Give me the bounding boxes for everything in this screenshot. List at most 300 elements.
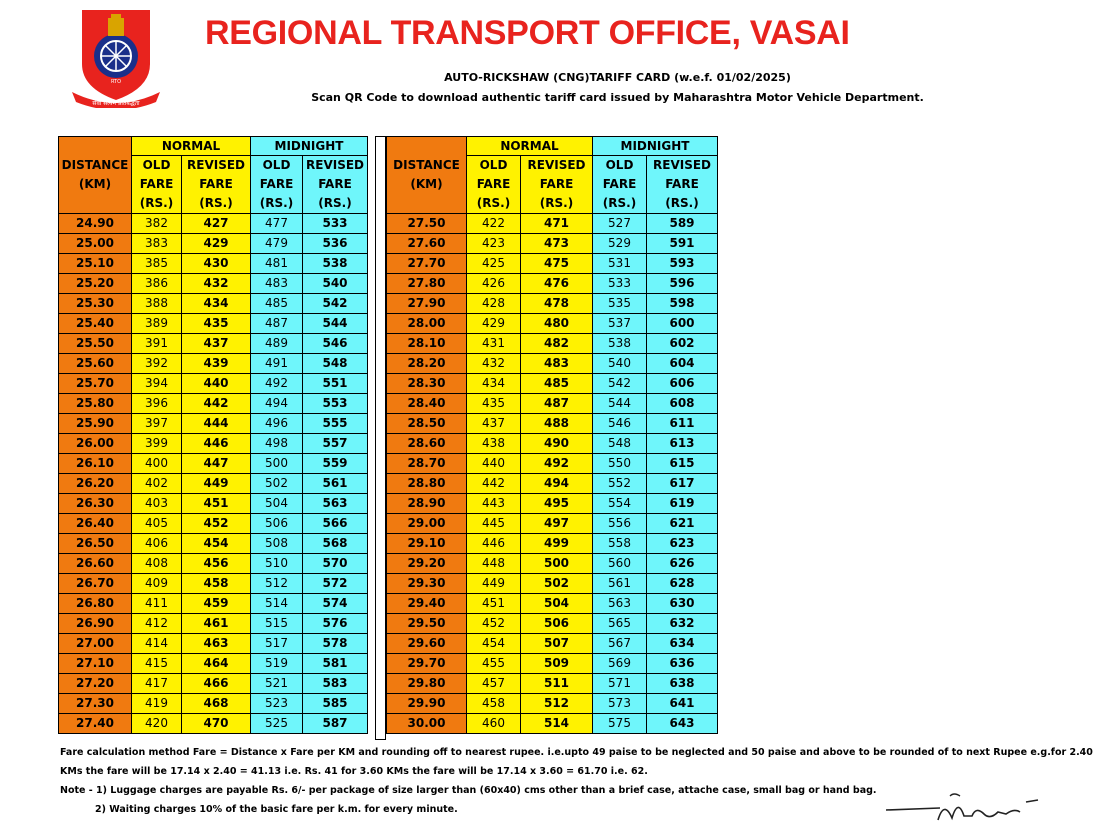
normal-old-fare-cell: 400 xyxy=(132,454,182,474)
normal-old-fare-cell: 458 xyxy=(467,694,521,714)
normal-revised-fare-cell: 478 xyxy=(521,294,593,314)
table-row xyxy=(59,694,368,714)
normal-old-fare-cell: 420 xyxy=(132,714,182,734)
normal-revised-fare-cell: 470 xyxy=(182,714,251,734)
distance-km-cell: 26.50 xyxy=(59,534,132,554)
normal-old-fare-cell: 405 xyxy=(132,514,182,534)
midnight-revised-fare-cell: 621 xyxy=(647,514,718,534)
normal-revised-fare-cell: 435 xyxy=(182,314,251,334)
distance-km-cell: 27.50 xyxy=(387,214,467,234)
normal-revised-fare-cell: 437 xyxy=(182,334,251,354)
normal-revised-fare-cell: 490 xyxy=(521,434,593,454)
fare-rows-left xyxy=(59,214,368,734)
normal-old-fare-cell: 452 xyxy=(467,614,521,634)
midnight-old-fare-cell: 533 xyxy=(593,274,647,294)
midnight-revised-fare-cell: 632 xyxy=(647,614,718,634)
normal-old-fare-cell: 443 xyxy=(467,494,521,514)
distance-km-cell: 28.20 xyxy=(387,354,467,374)
table-row xyxy=(387,654,718,674)
distance-km-cell: 28.40 xyxy=(387,394,467,414)
midnight-old-fare-cell: 546 xyxy=(593,414,647,434)
normal-revised-fare-cell: 471 xyxy=(521,214,593,234)
normal-revised-fare-cell: 439 xyxy=(182,354,251,374)
midnight-old-fare-cell: 523 xyxy=(251,694,303,714)
midnight-old-fare-cell: 508 xyxy=(251,534,303,554)
table-row xyxy=(59,214,368,234)
normal-old-fare-cell: 385 xyxy=(132,254,182,274)
midnight-old-fare-cell: 481 xyxy=(251,254,303,274)
midnight-revised-fare-cell: 619 xyxy=(647,494,718,514)
distance-km-cell: 25.60 xyxy=(59,354,132,374)
distance-km-cell: 29.10 xyxy=(387,534,467,554)
midnight-revised-fare-cell: 570 xyxy=(303,554,368,574)
distance-km-cell: 26.20 xyxy=(59,474,132,494)
normal-header: NORMAL xyxy=(467,137,593,156)
midnight-revised-fare-cell: 555 xyxy=(303,414,368,434)
distance-km-cell: 27.90 xyxy=(387,294,467,314)
midnight-old-fare-header: OLD FARE (RS.) xyxy=(593,156,647,214)
table-row xyxy=(59,514,368,534)
normal-revised-fare-cell: 504 xyxy=(521,594,593,614)
table-row xyxy=(59,294,368,314)
midnight-revised-fare-cell: 638 xyxy=(647,674,718,694)
midnight-old-fare-cell: 487 xyxy=(251,314,303,334)
normal-old-fare-cell: 406 xyxy=(132,534,182,554)
midnight-revised-fare-cell: 585 xyxy=(303,694,368,714)
normal-old-fare-cell: 451 xyxy=(467,594,521,614)
midnight-old-fare-cell: 544 xyxy=(593,394,647,414)
distance-km-cell: 25.10 xyxy=(59,254,132,274)
table-separator xyxy=(375,136,386,740)
distance-km-cell: 26.30 xyxy=(59,494,132,514)
distance-header: DISTANCE (KM) xyxy=(387,137,467,214)
normal-old-fare-cell: 428 xyxy=(467,294,521,314)
midnight-revised-fare-cell: 578 xyxy=(303,634,368,654)
midnight-header: MIDNIGHT xyxy=(251,137,368,156)
distance-km-cell: 29.80 xyxy=(387,674,467,694)
normal-revised-fare-cell: 506 xyxy=(521,614,593,634)
midnight-revised-fare-header: REVISED FARE (RS.) xyxy=(647,156,718,214)
midnight-old-fare-cell: 575 xyxy=(593,714,647,734)
midnight-revised-fare-cell: 544 xyxy=(303,314,368,334)
luggage-note: Note - 1) Luggage charges are payable Rs. 6/- per package of size larger than (60x40) cms other than a brief case, attache case, small bag or hand bag. xyxy=(60,785,877,796)
midnight-revised-fare-cell: 581 xyxy=(303,654,368,674)
distance-km-cell: 27.70 xyxy=(387,254,467,274)
fare-table-left xyxy=(58,136,368,734)
normal-old-fare-cell: 389 xyxy=(132,314,182,334)
normal-old-fare-cell: 403 xyxy=(132,494,182,514)
normal-revised-fare-cell: 502 xyxy=(521,574,593,594)
table-row xyxy=(59,314,368,334)
normal-revised-fare-cell: 458 xyxy=(182,574,251,594)
normal-revised-fare-header: REVISED FARE (RS.) xyxy=(182,156,251,214)
normal-revised-fare-cell: 500 xyxy=(521,554,593,574)
table-row xyxy=(387,274,718,294)
table-row xyxy=(387,494,718,514)
midnight-revised-fare-cell: 589 xyxy=(647,214,718,234)
table-row xyxy=(387,394,718,414)
midnight-revised-fare-cell: 546 xyxy=(303,334,368,354)
normal-old-fare-cell: 432 xyxy=(467,354,521,374)
normal-old-fare-cell: 383 xyxy=(132,234,182,254)
midnight-revised-fare-cell: 634 xyxy=(647,634,718,654)
midnight-revised-fare-cell: 602 xyxy=(647,334,718,354)
midnight-revised-fare-cell: 561 xyxy=(303,474,368,494)
midnight-old-fare-cell: 502 xyxy=(251,474,303,494)
distance-km-cell: 26.70 xyxy=(59,574,132,594)
midnight-old-fare-cell: 498 xyxy=(251,434,303,454)
table-row xyxy=(59,654,368,674)
midnight-old-fare-cell: 514 xyxy=(251,594,303,614)
normal-revised-fare-cell: 495 xyxy=(521,494,593,514)
distance-km-cell: 26.60 xyxy=(59,554,132,574)
midnight-revised-fare-cell: 538 xyxy=(303,254,368,274)
fare-calc-note-line2: KMs the fare will be 17.14 x 2.40 = 41.13 i.e. Rs. 41 for 3.60 KMs the fare will be 17.14 x 3.60 = 61.70 i.e. 62. xyxy=(60,766,648,777)
midnight-revised-fare-cell: 587 xyxy=(303,714,368,734)
midnight-revised-fare-cell: 613 xyxy=(647,434,718,454)
table-row xyxy=(59,234,368,254)
midnight-old-fare-cell: 500 xyxy=(251,454,303,474)
midnight-old-fare-cell: 515 xyxy=(251,614,303,634)
normal-old-fare-cell: 429 xyxy=(467,314,521,334)
normal-old-fare-cell: 460 xyxy=(467,714,521,734)
midnight-old-fare-cell: 525 xyxy=(251,714,303,734)
fare-calc-note-line1: Fare calculation method Fare = Distance x Fare per KM and rounding off to nearest rupee. i.e.upto 49 paise to be neglected and 50 paise and above to be rounded of to next Rupee e.g.for 2.40 xyxy=(60,747,1093,758)
normal-revised-fare-cell: 442 xyxy=(182,394,251,414)
normal-revised-fare-cell: 432 xyxy=(182,274,251,294)
normal-revised-fare-cell: 485 xyxy=(521,374,593,394)
midnight-old-fare-cell: 506 xyxy=(251,514,303,534)
distance-km-cell: 28.50 xyxy=(387,414,467,434)
table-row xyxy=(387,574,718,594)
distance-km-cell: 27.80 xyxy=(387,274,467,294)
midnight-revised-fare-cell: 598 xyxy=(647,294,718,314)
distance-km-cell: 29.60 xyxy=(387,634,467,654)
midnight-old-fare-cell: 531 xyxy=(593,254,647,274)
normal-old-fare-cell: 402 xyxy=(132,474,182,494)
midnight-revised-fare-cell: 636 xyxy=(647,654,718,674)
table-row xyxy=(387,594,718,614)
normal-old-fare-cell: 437 xyxy=(467,414,521,434)
midnight-revised-fare-cell: 608 xyxy=(647,394,718,414)
table-row xyxy=(387,414,718,434)
table-row xyxy=(59,414,368,434)
distance-km-cell: 28.30 xyxy=(387,374,467,394)
table-row xyxy=(59,554,368,574)
midnight-revised-fare-cell: 600 xyxy=(647,314,718,334)
normal-old-fare-cell: 408 xyxy=(132,554,182,574)
normal-old-fare-cell: 388 xyxy=(132,294,182,314)
table-row xyxy=(387,714,718,734)
normal-revised-fare-cell: 447 xyxy=(182,454,251,474)
midnight-revised-fare-cell: 617 xyxy=(647,474,718,494)
fare-table-right xyxy=(386,136,718,734)
midnight-old-fare-cell: 479 xyxy=(251,234,303,254)
normal-revised-fare-cell: 475 xyxy=(521,254,593,274)
fare-rows-right xyxy=(387,214,718,734)
page-title: REGIONAL TRANSPORT OFFICE, VASAI xyxy=(205,14,850,52)
normal-old-fare-cell: 435 xyxy=(467,394,521,414)
table-row xyxy=(387,474,718,494)
normal-revised-fare-cell: 514 xyxy=(521,714,593,734)
table-row xyxy=(387,294,718,314)
table-row xyxy=(59,714,368,734)
normal-revised-fare-cell: 507 xyxy=(521,634,593,654)
distance-km-cell: 29.00 xyxy=(387,514,467,534)
midnight-revised-fare-cell: 540 xyxy=(303,274,368,294)
distance-km-cell: 25.50 xyxy=(59,334,132,354)
distance-km-cell: 29.40 xyxy=(387,594,467,614)
distance-km-cell: 27.10 xyxy=(59,654,132,674)
distance-km-cell: 26.40 xyxy=(59,514,132,534)
midnight-revised-fare-cell: 566 xyxy=(303,514,368,534)
table-row xyxy=(59,494,368,514)
normal-old-fare-cell: 438 xyxy=(467,434,521,454)
normal-old-fare-cell: 382 xyxy=(132,214,182,234)
midnight-old-fare-cell: 504 xyxy=(251,494,303,514)
midnight-revised-fare-cell: 630 xyxy=(647,594,718,614)
normal-old-fare-cell: 412 xyxy=(132,614,182,634)
normal-revised-fare-cell: 499 xyxy=(521,534,593,554)
distance-km-cell: 27.60 xyxy=(387,234,467,254)
midnight-old-fare-cell: 561 xyxy=(593,574,647,594)
normal-old-fare-cell: 457 xyxy=(467,674,521,694)
table-row xyxy=(59,274,368,294)
midnight-old-fare-cell: 563 xyxy=(593,594,647,614)
midnight-revised-fare-cell: 611 xyxy=(647,414,718,434)
midnight-old-fare-header: OLD FARE (RS.) xyxy=(251,156,303,214)
normal-old-fare-cell: 449 xyxy=(467,574,521,594)
midnight-old-fare-cell: 535 xyxy=(593,294,647,314)
table-row xyxy=(59,394,368,414)
midnight-revised-fare-cell: 641 xyxy=(647,694,718,714)
distance-km-cell: 29.90 xyxy=(387,694,467,714)
normal-old-fare-cell: 434 xyxy=(467,374,521,394)
distance-km-cell: 25.20 xyxy=(59,274,132,294)
table-row xyxy=(59,574,368,594)
normal-revised-fare-cell: 452 xyxy=(182,514,251,534)
table-row xyxy=(387,554,718,574)
normal-old-fare-cell: 414 xyxy=(132,634,182,654)
midnight-old-fare-cell: 521 xyxy=(251,674,303,694)
table-row xyxy=(59,474,368,494)
table-row xyxy=(387,314,718,334)
normal-revised-fare-cell: 464 xyxy=(182,654,251,674)
midnight-old-fare-cell: 519 xyxy=(251,654,303,674)
table-row xyxy=(387,374,718,394)
normal-revised-fare-cell: 509 xyxy=(521,654,593,674)
midnight-revised-fare-cell: 559 xyxy=(303,454,368,474)
midnight-revised-fare-cell: 572 xyxy=(303,574,368,594)
midnight-old-fare-cell: 554 xyxy=(593,494,647,514)
normal-revised-fare-cell: 440 xyxy=(182,374,251,394)
midnight-old-fare-cell: 489 xyxy=(251,334,303,354)
normal-revised-fare-cell: 473 xyxy=(521,234,593,254)
midnight-old-fare-cell: 565 xyxy=(593,614,647,634)
normal-revised-fare-cell: 482 xyxy=(521,334,593,354)
normal-old-fare-cell: 455 xyxy=(467,654,521,674)
midnight-header: MIDNIGHT xyxy=(593,137,718,156)
midnight-revised-fare-cell: 563 xyxy=(303,494,368,514)
distance-km-cell: 28.90 xyxy=(387,494,467,514)
normal-old-fare-cell: 454 xyxy=(467,634,521,654)
table-row xyxy=(59,434,368,454)
table-row xyxy=(387,614,718,634)
distance-km-cell: 25.30 xyxy=(59,294,132,314)
normal-old-fare-cell: 446 xyxy=(467,534,521,554)
midnight-revised-fare-cell: 536 xyxy=(303,234,368,254)
midnight-old-fare-cell: 491 xyxy=(251,354,303,374)
tariff-subtitle: AUTO-RICKSHAW (CNG)TARIFF CARD (w.e.f. 01/02/2025) xyxy=(444,71,791,84)
midnight-old-fare-cell: 494 xyxy=(251,394,303,414)
distance-km-cell: 29.50 xyxy=(387,614,467,634)
midnight-revised-fare-cell: 593 xyxy=(647,254,718,274)
logo-badge: RTO xyxy=(110,79,122,85)
normal-old-fare-cell: 415 xyxy=(132,654,182,674)
normal-old-fare-cell: 419 xyxy=(132,694,182,714)
logo-motto: सेवा सत्यम प्रतिबद्धता xyxy=(92,100,140,107)
distance-km-cell: 26.10 xyxy=(59,454,132,474)
normal-revised-fare-cell: 463 xyxy=(182,634,251,654)
midnight-revised-fare-cell: 604 xyxy=(647,354,718,374)
normal-old-fare-cell: 417 xyxy=(132,674,182,694)
midnight-old-fare-cell: 517 xyxy=(251,634,303,654)
midnight-old-fare-cell: 552 xyxy=(593,474,647,494)
midnight-revised-fare-cell: 553 xyxy=(303,394,368,414)
normal-old-fare-header: OLD FARE (RS.) xyxy=(467,156,521,214)
table-row xyxy=(387,634,718,654)
normal-revised-fare-cell: 480 xyxy=(521,314,593,334)
midnight-old-fare-cell: 538 xyxy=(593,334,647,354)
normal-old-fare-cell: 392 xyxy=(132,354,182,374)
normal-revised-fare-cell: 497 xyxy=(521,514,593,534)
midnight-revised-fare-cell: 596 xyxy=(647,274,718,294)
normal-old-fare-cell: 386 xyxy=(132,274,182,294)
distance-km-cell: 30.00 xyxy=(387,714,467,734)
midnight-old-fare-cell: 560 xyxy=(593,554,647,574)
midnight-revised-fare-cell: 626 xyxy=(647,554,718,574)
midnight-old-fare-cell: 537 xyxy=(593,314,647,334)
normal-revised-fare-cell: 511 xyxy=(521,674,593,694)
normal-old-fare-cell: 422 xyxy=(467,214,521,234)
table-row xyxy=(59,534,368,554)
normal-revised-fare-cell: 430 xyxy=(182,254,251,274)
normal-old-fare-cell: 411 xyxy=(132,594,182,614)
midnight-old-fare-cell: 527 xyxy=(593,214,647,234)
distance-km-cell: 29.30 xyxy=(387,574,467,594)
distance-km-cell: 26.80 xyxy=(59,594,132,614)
distance-km-cell: 25.70 xyxy=(59,374,132,394)
distance-km-cell: 24.90 xyxy=(59,214,132,234)
distance-header: DISTANCE (KM) xyxy=(59,137,132,214)
distance-km-cell: 28.10 xyxy=(387,334,467,354)
normal-revised-fare-cell: 483 xyxy=(521,354,593,374)
normal-revised-fare-header: REVISED FARE (RS.) xyxy=(521,156,593,214)
distance-km-cell: 29.70 xyxy=(387,654,467,674)
normal-old-fare-cell: 391 xyxy=(132,334,182,354)
table-row xyxy=(59,594,368,614)
distance-km-cell: 27.20 xyxy=(59,674,132,694)
distance-km-cell: 25.40 xyxy=(59,314,132,334)
table-row xyxy=(387,694,718,714)
midnight-revised-fare-cell: 574 xyxy=(303,594,368,614)
normal-old-fare-cell: 397 xyxy=(132,414,182,434)
table-row xyxy=(387,454,718,474)
qr-instruction: Scan QR Code to download authentic tariff card issued by Maharashtra Motor Vehicle Department. xyxy=(311,91,924,104)
normal-old-fare-cell: 440 xyxy=(467,454,521,474)
midnight-old-fare-cell: 510 xyxy=(251,554,303,574)
normal-old-fare-cell: 431 xyxy=(467,334,521,354)
table-row xyxy=(59,634,368,654)
midnight-revised-fare-cell: 557 xyxy=(303,434,368,454)
midnight-revised-fare-cell: 606 xyxy=(647,374,718,394)
table-row xyxy=(387,234,718,254)
midnight-revised-fare-cell: 623 xyxy=(647,534,718,554)
table-row xyxy=(59,674,368,694)
midnight-revised-fare-cell: 628 xyxy=(647,574,718,594)
midnight-revised-fare-cell: 591 xyxy=(647,234,718,254)
normal-revised-fare-cell: 446 xyxy=(182,434,251,454)
normal-revised-fare-cell: 492 xyxy=(521,454,593,474)
midnight-old-fare-cell: 512 xyxy=(251,574,303,594)
midnight-old-fare-cell: 542 xyxy=(593,374,647,394)
normal-revised-fare-cell: 494 xyxy=(521,474,593,494)
distance-km-cell: 27.30 xyxy=(59,694,132,714)
distance-km-cell: 25.00 xyxy=(59,234,132,254)
table-row xyxy=(387,674,718,694)
normal-revised-fare-cell: 454 xyxy=(182,534,251,554)
table-row xyxy=(59,354,368,374)
table-row xyxy=(387,354,718,374)
normal-revised-fare-cell: 487 xyxy=(521,394,593,414)
table-row xyxy=(387,254,718,274)
midnight-revised-fare-cell: 533 xyxy=(303,214,368,234)
table-row xyxy=(387,214,718,234)
midnight-old-fare-cell: 477 xyxy=(251,214,303,234)
midnight-revised-fare-cell: 583 xyxy=(303,674,368,694)
table-row xyxy=(387,514,718,534)
distance-km-cell: 28.80 xyxy=(387,474,467,494)
table-row xyxy=(59,334,368,354)
normal-old-fare-cell: 442 xyxy=(467,474,521,494)
normal-revised-fare-cell: 456 xyxy=(182,554,251,574)
distance-km-cell: 27.40 xyxy=(59,714,132,734)
normal-revised-fare-cell: 476 xyxy=(521,274,593,294)
midnight-old-fare-cell: 548 xyxy=(593,434,647,454)
distance-km-cell: 28.70 xyxy=(387,454,467,474)
normal-revised-fare-cell: 466 xyxy=(182,674,251,694)
table-row xyxy=(59,614,368,634)
midnight-old-fare-cell: 567 xyxy=(593,634,647,654)
table-row xyxy=(59,374,368,394)
normal-old-fare-cell: 409 xyxy=(132,574,182,594)
midnight-old-fare-cell: 529 xyxy=(593,234,647,254)
table-row xyxy=(387,334,718,354)
waiting-note: 2) Waiting charges 10% of the basic fare per k.m. for every minute. xyxy=(95,804,458,815)
normal-revised-fare-cell: 488 xyxy=(521,414,593,434)
normal-old-fare-cell: 426 xyxy=(467,274,521,294)
midnight-revised-fare-cell: 542 xyxy=(303,294,368,314)
distance-km-cell: 27.00 xyxy=(59,634,132,654)
midnight-old-fare-cell: 485 xyxy=(251,294,303,314)
midnight-old-fare-cell: 550 xyxy=(593,454,647,474)
table-row xyxy=(387,534,718,554)
midnight-old-fare-cell: 496 xyxy=(251,414,303,434)
distance-km-cell: 25.90 xyxy=(59,414,132,434)
normal-old-fare-cell: 423 xyxy=(467,234,521,254)
midnight-old-fare-cell: 558 xyxy=(593,534,647,554)
normal-revised-fare-cell: 449 xyxy=(182,474,251,494)
